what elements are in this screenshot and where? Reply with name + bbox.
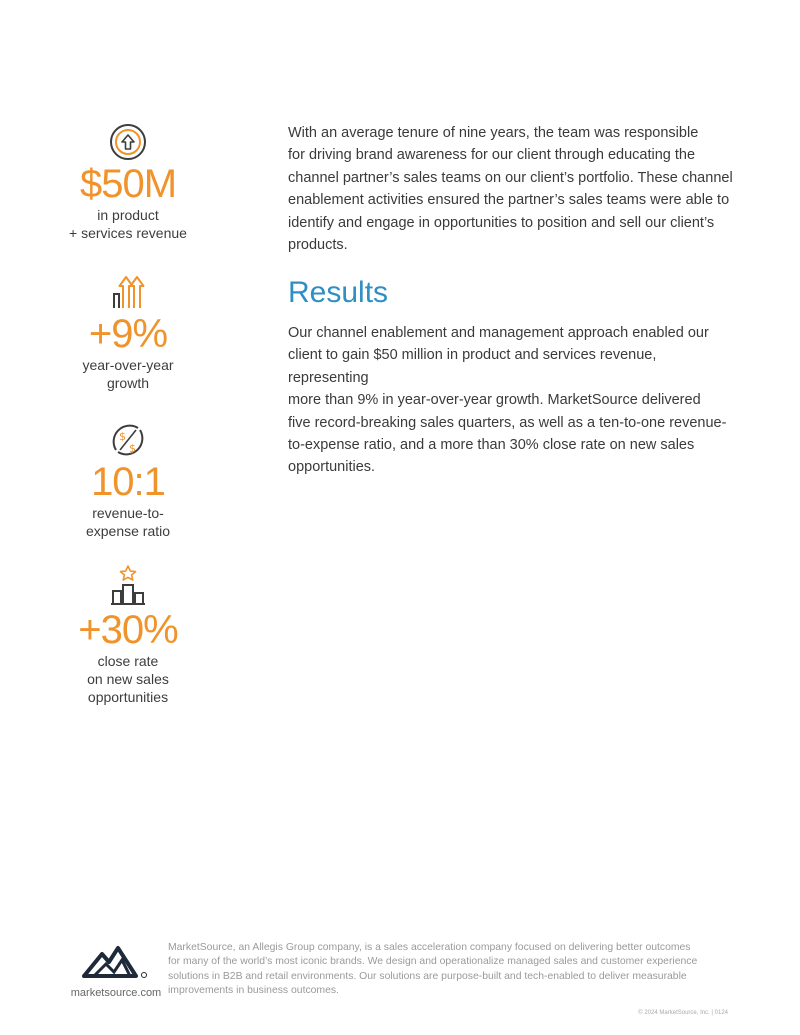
marketsource-mountain-logo-icon bbox=[78, 942, 154, 980]
intro-paragraph: With an average tenure of nine years, the team was responsible for driving brand awareness for our client through educating the channel partner’s sales teams on our client’s portfolio. These channel enablement activities ensured the partner’s sales teams were able to identify and engage in opportunities to position and sell our client’s products. bbox=[288, 125, 733, 254]
dollar-ratio-icon bbox=[108, 420, 148, 460]
stat-value: +9% bbox=[88, 312, 168, 356]
stat-value: 10:1 bbox=[91, 460, 165, 504]
growth-arrows-icon bbox=[106, 272, 150, 312]
stat-close-rate bbox=[60, 564, 196, 706]
stat-label: in product + services revenue bbox=[69, 207, 187, 241]
stat-label: close rate on new sales opportunities bbox=[87, 653, 169, 705]
stat-value: $50M bbox=[79, 162, 177, 206]
stat-revenue bbox=[60, 122, 196, 242]
copyright: © 2024 MarketSource, Inc. | 0124 bbox=[638, 1010, 728, 1016]
upload-circle-icon bbox=[108, 122, 148, 162]
svg-text:$: $ bbox=[129, 442, 136, 455]
footer-description: MarketSource, an Allegis Group company, is a sales acceleration company focused on delivering better outcomes for many of the world’s most iconic brands. We design and operationalize managed sales and customer experience solutions in B2B and retail environments. Our solutions are purpose-built and tech-enabled to deliver measurable improvements in business outcomes. bbox=[168, 942, 698, 997]
stat-label: revenue-to- expense ratio bbox=[85, 505, 171, 539]
stat-growth bbox=[60, 272, 196, 392]
stat-ratio bbox=[60, 420, 196, 540]
footer-logo bbox=[66, 942, 166, 999]
stat-value: +30% bbox=[78, 608, 178, 652]
footer-url[interactable]: marketsource.com bbox=[70, 987, 162, 999]
results-heading: Results bbox=[288, 276, 389, 309]
stat-label: year-over-year growth bbox=[82, 357, 174, 391]
svg-text:$: $ bbox=[119, 430, 126, 443]
results-paragraph: Our channel enablement and management approach enabled our client to gain $50 million in product and services revenue, representing more than 9% in year-over-year growth. MarketSource delivered five record-breaking sales quarters, as well as a ten-to-one revenue- to-expense ratio, and a more than 30% close rate on new sales opportunities. bbox=[288, 325, 727, 476]
podium-star-icon bbox=[108, 564, 148, 608]
